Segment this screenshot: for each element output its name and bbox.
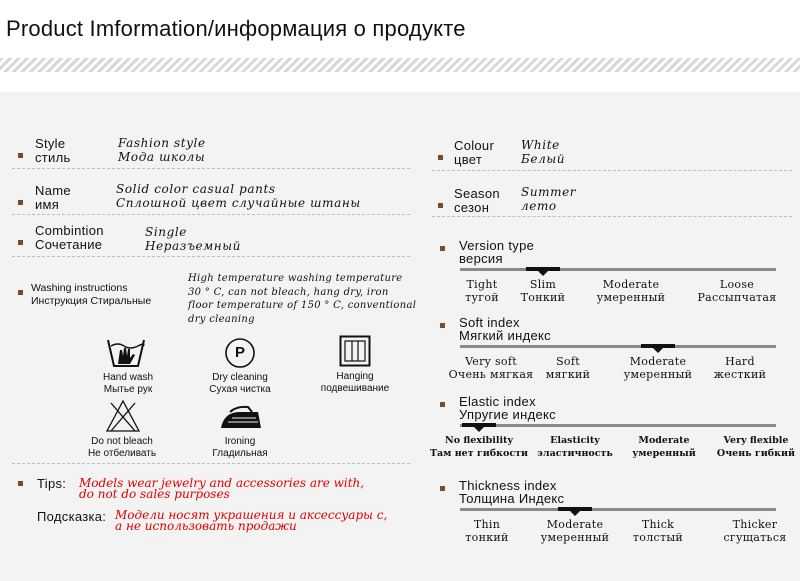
- no-bleach-icon: [105, 399, 141, 433]
- scale-option-ru: тугой: [465, 291, 499, 304]
- combination-label-en: Combintion: [35, 223, 104, 238]
- washing-instructions-text: [188, 272, 428, 326]
- tips-text-ru: [115, 510, 387, 532]
- page-title: Product Imformation/информация о продукте: [6, 16, 466, 41]
- tips-label-ru: Подсказка:: [37, 509, 107, 524]
- bullet-icon: [18, 481, 23, 486]
- scale-option-ru: Очень гибкий: [716, 448, 796, 459]
- scale-option-en: Soft: [556, 355, 580, 368]
- hand-wash-icon: [106, 336, 146, 370]
- tips-line: do not do sales purposes: [79, 487, 230, 501]
- care-label-en: Hanging: [336, 371, 374, 382]
- divider: [12, 463, 410, 464]
- scale-title-en: Soft index: [459, 315, 520, 330]
- name-value-ru: Сплошной цвет случайные штаны: [116, 196, 361, 210]
- scale-option-en: Moderate: [638, 435, 690, 446]
- decorative-stripe: [0, 58, 800, 72]
- scale-option-ru: жесткий: [713, 368, 767, 381]
- scale-option-ru: толстый: [632, 531, 684, 544]
- style-value-en: Fashion style: [118, 136, 206, 150]
- scale-option-en: Thicker: [732, 518, 778, 531]
- style-label-en: Style: [35, 136, 66, 151]
- care-label: [200, 436, 280, 459]
- bullet-icon: [18, 290, 23, 295]
- season-value-en: Summer: [521, 185, 577, 199]
- washing-text-line: dry cleaning: [188, 313, 255, 325]
- scale-option-ru: эластичность: [537, 448, 613, 459]
- tips-label-en: Tips:: [37, 476, 67, 491]
- scale-title-en: Thickness index: [459, 478, 557, 493]
- scale-option-ru: Рассыпчатая: [697, 291, 777, 304]
- scale-option-en: Very soft: [465, 355, 517, 368]
- name-value-en: Solid color casual pants: [116, 182, 276, 196]
- divider: [12, 168, 410, 169]
- scale-option-en: Slim: [529, 278, 557, 291]
- name-label-en: Name: [35, 183, 71, 198]
- scale-option-ru: умеренный: [632, 448, 696, 459]
- combination-value-en: Single: [145, 225, 188, 239]
- scale-option-en: Thick: [641, 518, 675, 531]
- bullet-icon: [440, 246, 445, 251]
- care-label-ru: Мытье рук: [103, 383, 153, 395]
- scale-option-en: Thin: [473, 518, 501, 531]
- scale-option-en: Moderate: [546, 518, 604, 531]
- scale-option-ru: сгущаться: [723, 531, 787, 544]
- scale-option-en: Hard: [725, 355, 755, 368]
- divider: [432, 170, 792, 171]
- washing-text-line: floor temperature of 150 ° C, conventional: [188, 300, 417, 311]
- scale-option-ru: умеренный: [623, 368, 693, 381]
- tips-line: Модели носят украшения и аксессуары с,: [115, 508, 388, 522]
- bullet-icon: [18, 153, 23, 158]
- care-label-en: Dry cleaning: [212, 372, 268, 383]
- scale-bar: [460, 508, 776, 511]
- care-label-ru: Гладильная: [212, 447, 268, 459]
- care-label: [200, 372, 280, 395]
- scale-option-ru: умеренный: [596, 291, 666, 304]
- bullet-icon: [440, 486, 445, 491]
- washing-text-line: High temperature washing temperature: [188, 273, 403, 284]
- care-label: [315, 371, 395, 394]
- hang-dry-icon: [339, 335, 371, 367]
- bullet-icon: [18, 240, 23, 245]
- scale-title-ru: версия: [459, 251, 503, 266]
- name-label-ru: имя: [35, 197, 60, 212]
- scale-option-en: Moderate: [629, 355, 687, 368]
- scale-bar: [460, 424, 776, 427]
- colour-value-en: White: [521, 138, 560, 152]
- tips-line: Models wear jewelry and accessories are with,: [79, 476, 365, 490]
- colour-label-en: Colour: [454, 138, 495, 153]
- bullet-icon: [440, 402, 445, 407]
- season-label-en: Season: [454, 186, 500, 201]
- scale-pointer-icon: [569, 510, 581, 516]
- bullet-icon: [438, 203, 443, 208]
- care-label-ru: Сухая чистка: [209, 383, 271, 395]
- scale-option-en: Loose: [719, 278, 755, 291]
- style-label-ru: стиль: [35, 150, 71, 165]
- combination-value-ru: Неразъемный: [145, 239, 242, 253]
- scale-pointer-icon: [537, 270, 549, 276]
- care-label-en: Do not bleach: [91, 436, 153, 447]
- colour-label-ru: цвет: [454, 152, 483, 167]
- scale-option-en: No flexibility: [445, 435, 513, 446]
- scale-pointer-icon: [652, 347, 664, 353]
- washing-label-ru: Инструкция Стиральные: [31, 295, 152, 307]
- scale-pointer-icon: [473, 426, 485, 432]
- scale-option-ru: тонкий: [465, 531, 509, 544]
- care-label-en: Ironing: [224, 436, 256, 447]
- scale-title-en: Elastic index: [459, 394, 536, 409]
- scale-option-ru: Очень мягкая: [448, 368, 534, 381]
- bullet-icon: [18, 200, 23, 205]
- dry-cleaning-symbol: P: [234, 344, 245, 361]
- scale-bar: [460, 345, 776, 348]
- scale-option-ru: Тонкий: [520, 291, 566, 304]
- scale-title-ru: Мягкий индекс: [459, 328, 551, 343]
- scale-bar: [460, 268, 776, 271]
- scale-option-en: Elasticity: [550, 435, 600, 446]
- care-label: [88, 372, 168, 395]
- bullet-icon: [440, 323, 445, 328]
- season-value-ru: лето: [521, 199, 557, 213]
- washing-text-line: 30 ° C, can not bleach, hang dry, iron: [188, 286, 389, 298]
- combination-label-ru: Сочетание: [35, 237, 103, 252]
- scale-option-en: Very flexible: [723, 435, 789, 446]
- care-label-ru: Не отбеливать: [87, 447, 157, 459]
- scale-option-en: Tight: [466, 278, 498, 291]
- iron-icon: [218, 404, 264, 430]
- care-label-en: Hand wash: [102, 372, 154, 383]
- season-label-ru: сезон: [454, 200, 490, 215]
- divider: [12, 256, 410, 257]
- divider: [432, 216, 792, 217]
- dry-cleaning-icon: [224, 337, 256, 369]
- colour-value-ru: Белый: [521, 152, 566, 166]
- divider: [12, 214, 410, 215]
- scale-title-ru: Упругие индекс: [459, 407, 556, 422]
- washing-label-en: Washing instructions: [31, 282, 128, 294]
- scale-option-ru: мягкий: [545, 368, 591, 381]
- bullet-icon: [438, 155, 443, 160]
- tips-line: а не использовать продажи: [115, 519, 297, 533]
- scale-option-en: Moderate: [602, 278, 660, 291]
- care-label-ru: подвешивание: [320, 382, 390, 394]
- tips-text-en: [79, 478, 364, 500]
- style-value-ru: Мода школы: [118, 150, 206, 164]
- scale-title-en: Version type: [459, 238, 535, 253]
- care-label: [82, 436, 162, 459]
- scale-option-ru: умеренный: [540, 531, 610, 544]
- scale-option-ru: Там нет гибкости: [429, 448, 529, 459]
- scale-title-ru: Толщина Индекс: [459, 491, 565, 506]
